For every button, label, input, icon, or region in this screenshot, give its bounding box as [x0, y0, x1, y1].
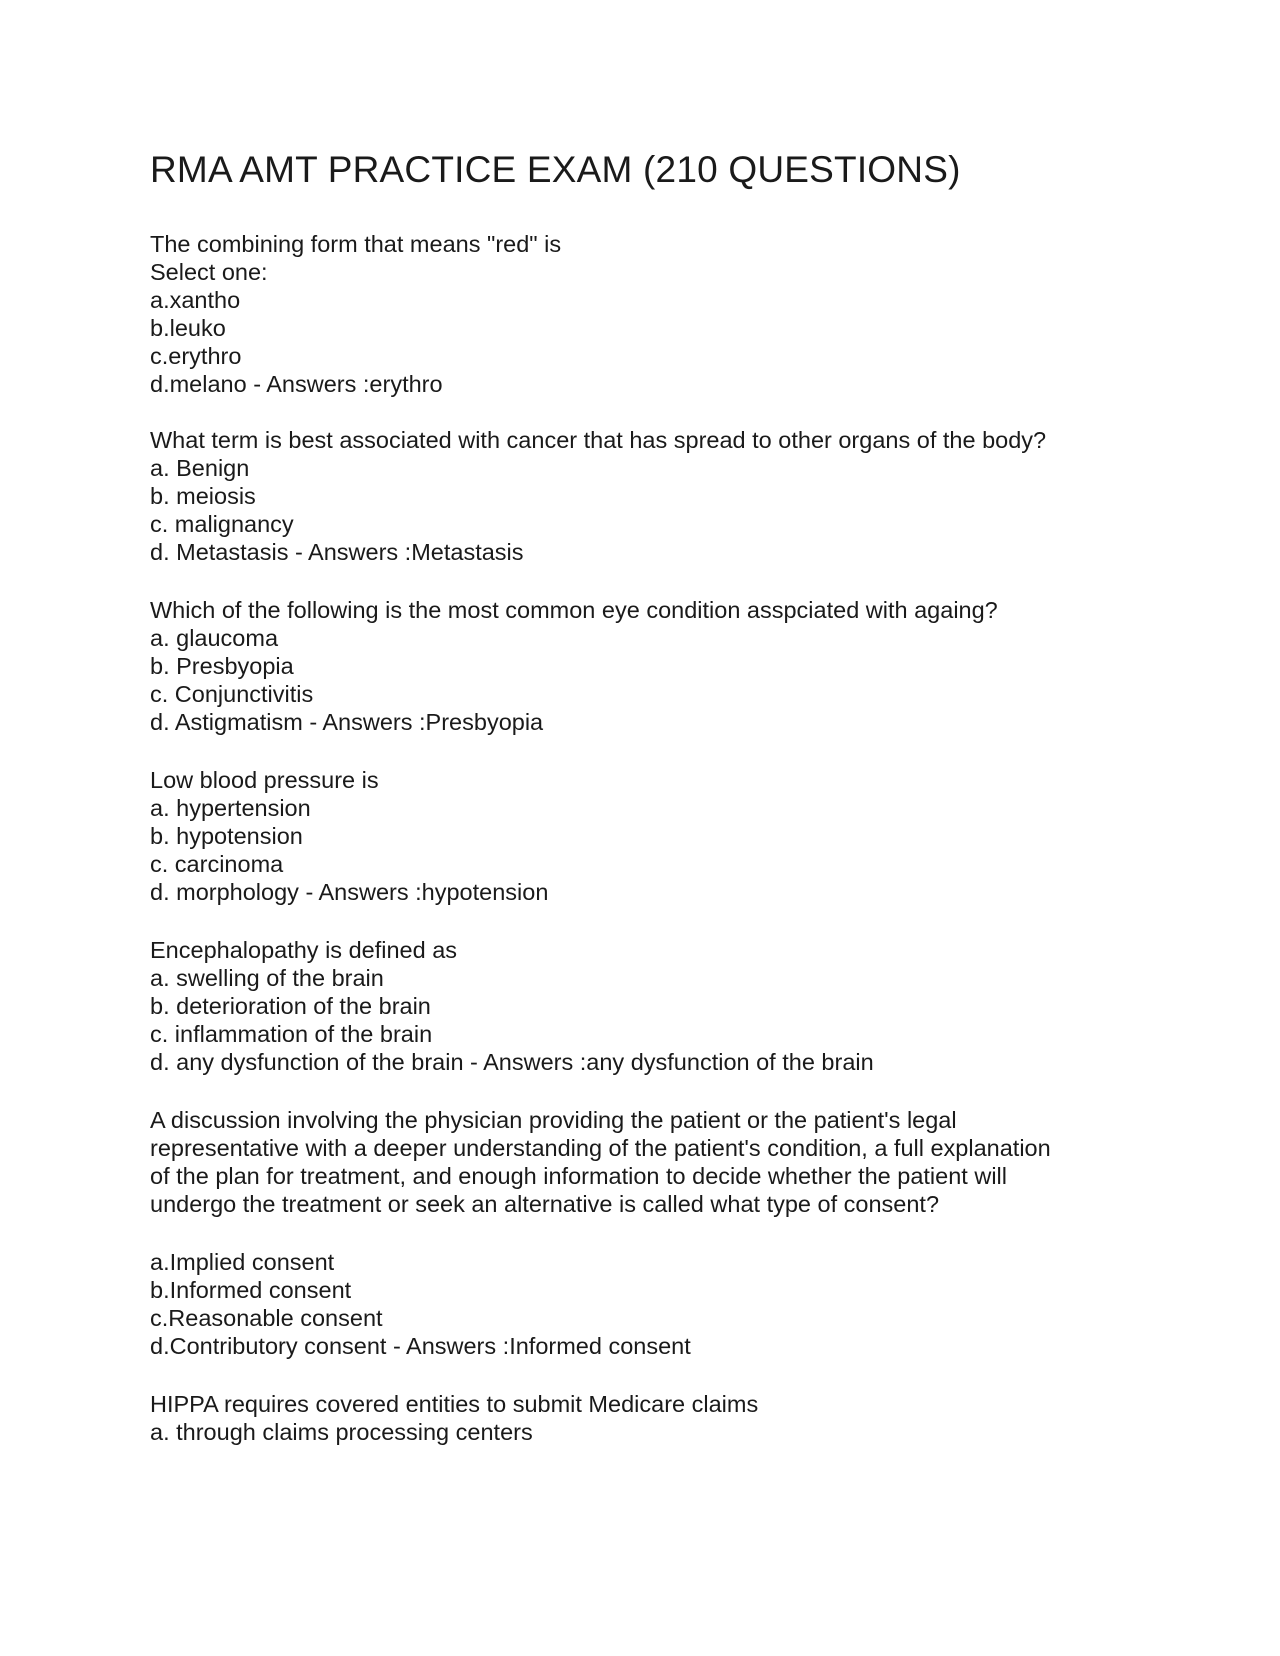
question-4-option-a: a. hypertension	[150, 795, 311, 821]
question-2-option-a: a. Benign	[150, 455, 250, 481]
question-5-option-d: d. any dysfunction of the brain - Answers :any dysfunction of the brain	[150, 1049, 874, 1075]
question-4-option-b: b. hypotension	[150, 823, 303, 849]
question-2-option-d: d. Metastasis - Answers :Metastasis	[150, 539, 524, 565]
question-1-option-c: c.erythro	[150, 343, 242, 369]
question-4-option-d: d. morphology - Answers :hypotension	[150, 879, 549, 905]
question-5-prompt: Encephalopathy is defined as	[150, 937, 458, 963]
question-1-instruction: Select one:	[150, 259, 268, 285]
page-title: RMA AMT PRACTICE EXAM (210 QUESTIONS)	[150, 149, 961, 190]
question-1-option-b: b.leuko	[150, 315, 226, 341]
question-5-option-b: b. deterioration of the brain	[150, 993, 431, 1019]
question-3-option-a: a. glaucoma	[150, 625, 279, 651]
question-2-option-c: c. malignancy	[150, 511, 294, 537]
question-1-option-d: d.melano - Answers :erythro	[150, 371, 443, 397]
question-4-prompt: Low blood pressure is	[150, 767, 379, 793]
question-6-prompt-line-4: undergo the treatment or seek an alternative is called what type of consent?	[150, 1191, 940, 1217]
question-1-prompt: The combining form that means "red" is	[150, 231, 562, 257]
question-4-option-c: c. carcinoma	[150, 851, 284, 877]
question-2-option-b: b. meiosis	[150, 483, 256, 509]
question-6-prompt-line-3: of the plan for treatment, and enough information to decide whether the patient will	[150, 1163, 1007, 1189]
question-5-option-c: c. inflammation of the brain	[150, 1021, 433, 1047]
question-5-option-a: a. swelling of the brain	[150, 965, 384, 991]
question-3-prompt: Which of the following is the most common eye condition asspciated with againg?	[150, 597, 998, 623]
question-6-prompt-line-2: representative with a deeper understanding of the patient's condition, a full explanation	[150, 1135, 1051, 1161]
question-6-option-d: d.Contributory consent - Answers :Informed consent	[150, 1333, 691, 1359]
question-6-option-c: c.Reasonable consent	[150, 1305, 383, 1331]
question-6-option-a: a.Implied consent	[150, 1249, 335, 1275]
question-3-option-b: b. Presbyopia	[150, 653, 294, 679]
question-3-option-c: c. Conjunctivitis	[150, 681, 314, 707]
question-1-option-a: a.xantho	[150, 287, 241, 313]
question-2-prompt: What term is best associated with cancer that has spread to other organs of the body?	[150, 427, 1047, 453]
question-7-prompt: HIPPA requires covered entities to submit Medicare claims	[150, 1391, 759, 1417]
question-6-prompt-line-1: A discussion involving the physician providing the patient or the patient's legal	[150, 1107, 957, 1133]
question-3-option-d: d. Astigmatism - Answers :Presbyopia	[150, 709, 544, 735]
question-6-option-b: b.Informed consent	[150, 1277, 352, 1303]
question-7-option-a: a. through claims processing centers	[150, 1419, 533, 1445]
